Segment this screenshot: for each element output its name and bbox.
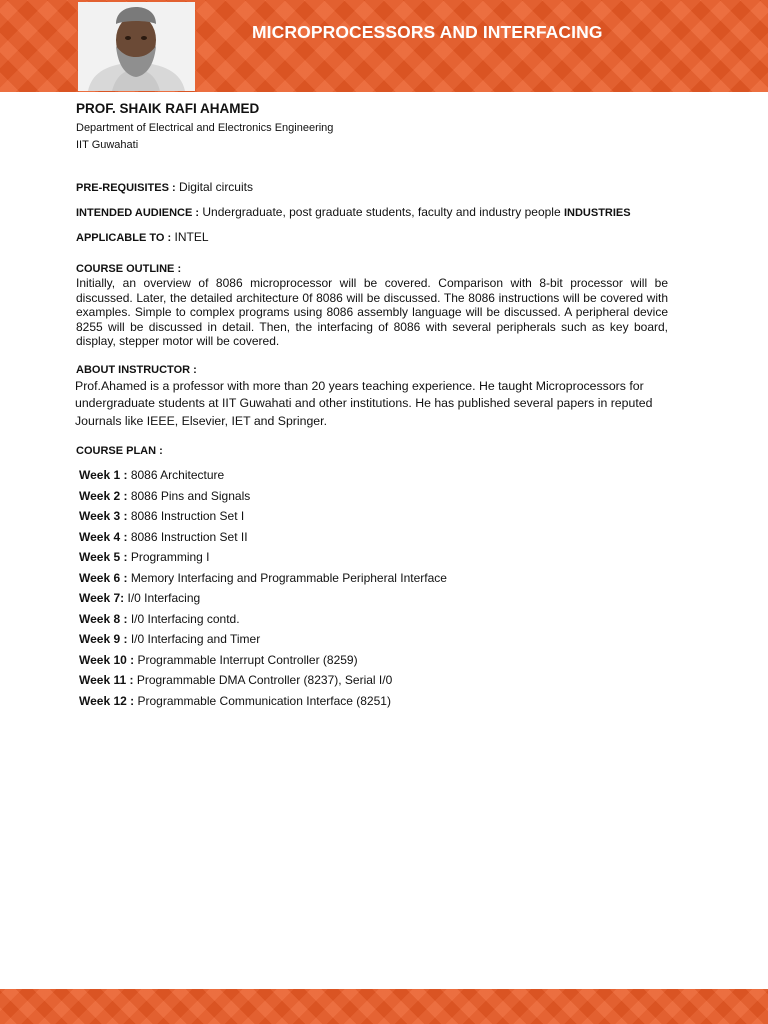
course-title: MICROPROCESSORS AND INTERFACING <box>252 22 603 42</box>
list-item <box>79 591 447 612</box>
week-topic: Programmable Interrupt Controller (8259) <box>137 652 358 667</box>
about-label: ABOUT INSTRUCTOR : <box>76 364 197 376</box>
instructor-institute: IIT Guwahati <box>76 139 139 151</box>
applicable-row <box>76 230 209 244</box>
prerequisites-row <box>76 180 253 194</box>
about-text: Prof.Ahamed is a professor with more than 20 years teaching experience. He taught Microprocessors for undergraduate students at IIT Guwahati and other institutions. He has published several papers in reputed Journals like IEEE, Elsevier, IET and Springer. <box>75 379 653 428</box>
week-topic: Programmable Communication Interface (8251) <box>137 694 391 709</box>
audience-tail: INDUSTRIES <box>563 207 631 219</box>
list-item <box>79 468 447 489</box>
instructor-name: PROF. SHAIK RAFI AHAMED <box>76 101 260 116</box>
plan-label: COURSE PLAN : <box>76 445 163 457</box>
week-label: Week 12 : <box>79 694 135 709</box>
list-item <box>79 653 447 674</box>
week-label: Week 4 : <box>79 529 128 544</box>
list-item <box>79 489 447 510</box>
week-label: Week 2 : <box>79 488 128 503</box>
applicable-label: APPLICABLE TO : <box>76 232 172 244</box>
portrait-image <box>78 2 195 91</box>
week-label: Week 6 : <box>79 570 128 585</box>
list-item <box>79 571 447 592</box>
outline-label: COURSE OUTLINE : <box>76 263 182 275</box>
list-item <box>79 550 447 571</box>
week-topic: I/0 Interfacing and Timer <box>130 632 261 647</box>
week-topic: 8086 Architecture <box>130 468 225 482</box>
prerequisites-label: PRE-REQUISITES : <box>76 182 176 194</box>
week-topic: 8086 Pins and Signals <box>130 488 251 503</box>
week-label: Week 11 : <box>79 673 134 688</box>
course-plan-list <box>79 468 447 715</box>
week-topic: Memory Interfacing and Programmable Peripheral Interface <box>130 570 447 585</box>
prerequisites-value: Digital circuits <box>178 180 253 194</box>
week-label: Week 8 : <box>79 611 128 626</box>
footer-banner <box>0 989 768 1024</box>
instructor-department: Department of Electrical and Electronics Engineering <box>76 122 334 134</box>
audience-value: Undergraduate, post graduate students, faculty and industry people <box>202 205 561 219</box>
week-label: Week 10 : <box>79 652 135 667</box>
list-item <box>79 694 447 715</box>
week-label: Week 7: <box>79 591 125 606</box>
week-label: Week 3 : <box>79 509 128 524</box>
applicable-value: INTEL <box>174 230 209 244</box>
audience-label: INTENDED AUDIENCE : <box>76 207 200 219</box>
outline-text: Initially, an overview of 8086 microprocessor will be covered. Comparison with 8-bit processor will be discussed. Later, the detailed architecture 0f 8086 will be discussed. The 8086 instructions will be covered with examples. Simple to complex programs using 8086 assembly language will be discussed. A peripheral device 8255 will be discussed in detail. Then, the interfacing of 8086 with several peripherals such as key board, display, stepper motor will be covered. <box>76 276 668 349</box>
week-topic: 8086 Instruction Set I <box>130 509 245 524</box>
list-item <box>79 530 447 551</box>
week-topic: 8086 Instruction Set II <box>130 529 248 544</box>
week-label: Week 9 : <box>79 632 128 647</box>
header-banner <box>0 0 768 92</box>
list-item <box>79 673 447 694</box>
week-topic: I/0 Interfacing <box>127 591 201 606</box>
list-item <box>79 509 447 530</box>
instructor-photo <box>78 2 195 91</box>
week-topic: I/0 Interfacing contd. <box>130 611 240 626</box>
list-item <box>79 612 447 633</box>
audience-row <box>76 205 631 219</box>
week-label: Week 5 : <box>79 550 128 565</box>
week-topic: Programming I <box>130 550 210 565</box>
week-label: Week 1 : <box>79 468 128 482</box>
week-topic: Programmable DMA Controller (8237), Serial I/0 <box>136 673 393 688</box>
list-item <box>79 632 447 653</box>
